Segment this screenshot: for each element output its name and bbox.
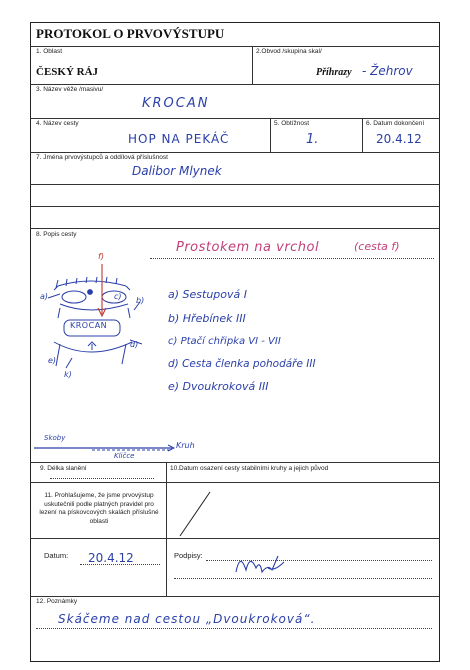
divider [270,118,271,152]
legend-bottom: Kličce [114,452,135,460]
divider [30,482,440,483]
field-poznamky-value: Skáčeme nad cestou „Dvoukroková“. [58,612,316,626]
sketch-label-f: f) [98,252,104,261]
sketch-label-b: b) [136,296,145,305]
field-popis-line1-note: (cesta f) [354,240,400,253]
divider [30,538,440,539]
writing-line [36,628,432,629]
sketch-label-k: k) [64,370,72,379]
signature-line [174,578,432,579]
divider [30,596,440,597]
field-jmena-label: 7. Jména prvovýstupců a oddílová příslušnost [36,154,168,161]
divider [30,184,440,185]
field-poznamky-label: 12. Poznámky [36,598,78,605]
route-item-d: d) Cesta členka pohodáře III [168,358,316,370]
field-datum-dokonceni-value: 20.4.12 [376,132,422,146]
field-prohlaseni-label: 11. Prohlašujeme, že jsme prvovýstup uskutečnili podle platných pravidel pro lezení na pískovcových skalách příslušné oblasti [39,492,159,525]
legend-sketch [32,440,192,460]
field-obvod-label: 2.Obvod /skupina skal/ [256,48,322,55]
divider [252,46,253,84]
sketch-label-a: a) [40,292,49,301]
field-slaneni-label: 9. Délka slanění [40,465,87,472]
writing-line [150,258,434,259]
legend-right: Kruh [176,441,195,450]
field-popis-label: 8. Popis cesty [36,231,77,238]
route-item-a: a) Sestupová I [168,288,247,301]
divider [30,206,440,207]
date-value: 20.4.12 [88,551,134,565]
field-popis-line1: Prostokem na vrchol [176,240,320,255]
divider [30,46,440,47]
field-oblast-label: 1. Oblast [36,48,63,55]
field-obtiznost-value: 1. [306,132,319,147]
field-obvod-value: Příhrazy [316,67,352,78]
divider [30,228,440,229]
field-kruhy-label: 10.Datum osazení cesty stabilními kruhy a jejich původ [170,465,329,472]
field-jmena-value: Dalibor Mlynek [132,164,222,178]
legend-left: Skoby [44,434,66,442]
route-item-b: b) Hřebínek III [168,312,246,325]
field-obtiznost-label: 5. Obtížnost [274,120,310,127]
form-title: PROTOKOL O PRVOVÝSTUPU [36,26,225,41]
field-vez-value: KROCAN [142,96,210,111]
signature-label: Podpisy: [174,551,203,560]
divider [30,118,440,119]
route-item-c: c) Ptačí chřipka VI - VII [168,336,281,347]
field-oblast-value: ČESKÝ RÁJ [36,66,99,78]
divider [30,462,440,463]
sketch-label-e: e) [48,356,57,365]
divider [30,84,440,85]
date-label: Datum: [44,551,69,560]
route-item-e: e) Dvoukroková III [168,380,269,393]
writing-line [50,478,154,479]
field-cesta-label: 4. Název cesty [36,120,79,127]
field-vez-label: 3. Název věže /masivu/ [36,86,104,93]
divider [362,118,363,152]
sketch-label-c: c) [114,292,122,301]
sketch-label-d: d) [130,340,139,349]
field-cesta-value: HOP NA PEKÁČ [128,132,230,146]
divider [30,152,440,153]
field-datum-dokonceni-label: 6. Datum dokončení [366,120,425,127]
blank-slash [176,490,216,540]
field-obvod-handwritten: - Žehrov [362,64,413,78]
signature [228,546,298,582]
sketch-label-tower: KROCAN [70,321,108,330]
